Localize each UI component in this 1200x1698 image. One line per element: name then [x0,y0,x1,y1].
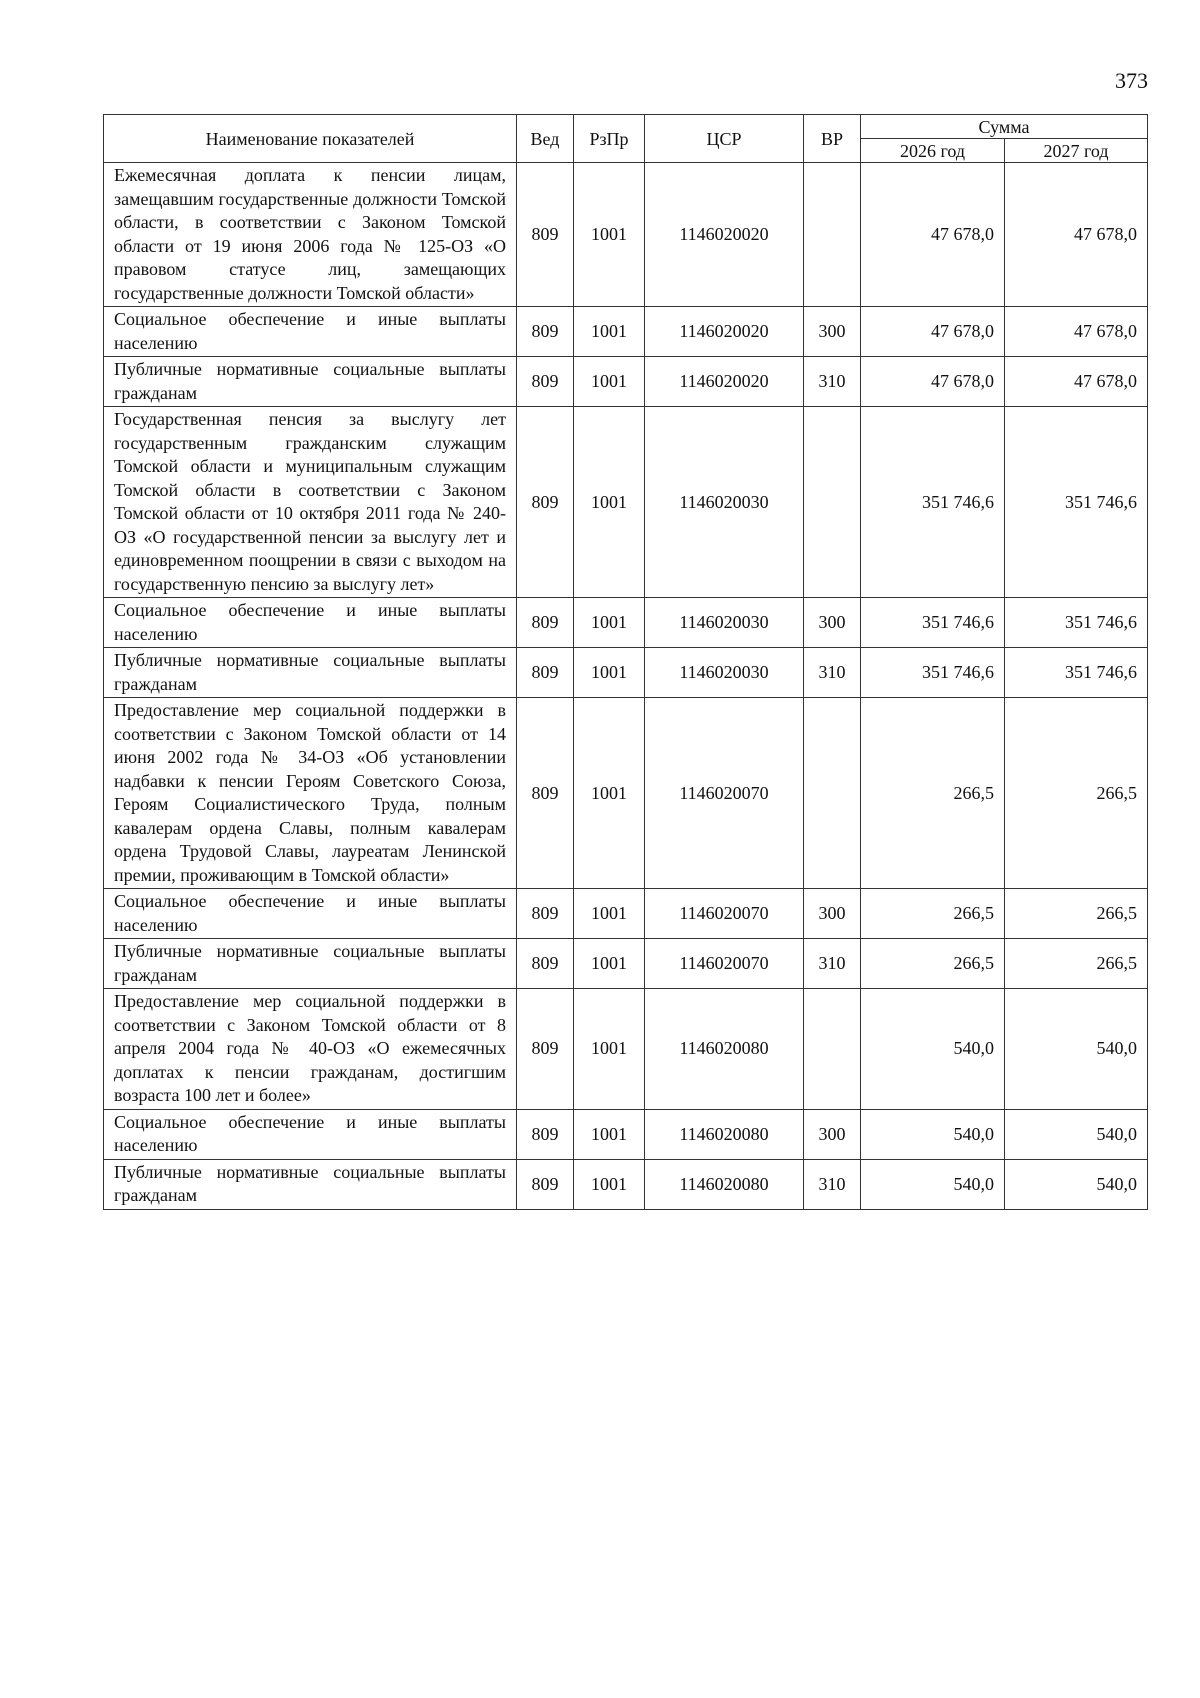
row-name: Публичные нормативные социальные выплаты гражданам [104,357,517,407]
row-rzpr: 1001 [574,163,645,307]
row-vr [804,407,861,598]
row-rzpr: 1001 [574,939,645,989]
row-sum-2027: 266,5 [1005,889,1148,939]
row-name: Публичные нормативные социальные выплаты гражданам [104,648,517,698]
row-csr: 1146020030 [645,407,804,598]
row-sum-2027: 47 678,0 [1005,357,1148,407]
row-csr: 1146020030 [645,648,804,698]
header-ved: Вед [517,115,574,163]
row-rzpr: 1001 [574,698,645,889]
table-row [104,598,1148,648]
row-sum-2026: 47 678,0 [861,307,1005,357]
row-vr: 300 [804,1109,861,1159]
table-row [104,163,1148,307]
row-rzpr: 1001 [574,307,645,357]
table-row [104,939,1148,989]
row-csr: 1146020020 [645,357,804,407]
row-name: Социальное обеспечение и иные выплаты населению [104,889,517,939]
table-row [104,307,1148,357]
row-ved: 809 [517,1159,574,1209]
row-vr: 300 [804,889,861,939]
row-ved: 809 [517,357,574,407]
row-rzpr: 1001 [574,407,645,598]
row-name: Государственная пенсия за выслугу лет государственным гражданским служащим Томской области и муниципальным служащим Томской области в соответствии с Законом Томской области от 10 октября 2011 года № 240-ОЗ «О государственной пенсии за выслугу лет и единовременном поощрении в связи с выходом на государственную пенсию за выслугу лет» [104,407,517,598]
header-vr: ВР [804,115,861,163]
table-row [104,1109,1148,1159]
row-vr: 310 [804,648,861,698]
row-name: Предоставление мер социальной поддержки в соответствии с Законом Томской области от 14 июня 2002 года № 34-ОЗ «Об установлении надбавки к пенсии Героям Советского Союза, Героям Социалистического Труда, полным кавалерам ордена Славы, полным кавалерам ордена Трудовой Славы, лауреатам Ленинской премии, проживающим в Томской области» [104,698,517,889]
row-sum-2026: 266,5 [861,939,1005,989]
row-sum-2027: 540,0 [1005,1159,1148,1209]
row-csr: 1146020080 [645,989,804,1110]
row-sum-2026: 540,0 [861,1109,1005,1159]
row-ved: 809 [517,163,574,307]
row-vr [804,989,861,1110]
table-row [104,698,1148,889]
row-sum-2027: 47 678,0 [1005,307,1148,357]
row-ved: 809 [517,648,574,698]
row-rzpr: 1001 [574,989,645,1110]
page-number: 373 [1115,68,1148,93]
row-sum-2026: 540,0 [861,1159,1005,1209]
row-vr: 310 [804,1159,861,1209]
row-vr [804,163,861,307]
row-sum-2027: 540,0 [1005,989,1148,1110]
table-row [104,357,1148,407]
row-csr: 1146020070 [645,889,804,939]
row-ved: 809 [517,307,574,357]
row-rzpr: 1001 [574,1109,645,1159]
header-csr: ЦСР [645,115,804,163]
row-name: Публичные нормативные социальные выплаты гражданам [104,1159,517,1209]
row-vr: 310 [804,939,861,989]
header-rzpr: РзПр [574,115,645,163]
row-ved: 809 [517,1109,574,1159]
row-sum-2027: 266,5 [1005,939,1148,989]
row-ved: 809 [517,598,574,648]
table-row [104,648,1148,698]
row-csr: 1146020080 [645,1109,804,1159]
row-csr: 1146020070 [645,698,804,889]
row-name: Публичные нормативные социальные выплаты гражданам [104,939,517,989]
row-csr: 1146020070 [645,939,804,989]
row-name: Ежемесячная доплата к пенсии лицам, замещавшим государственные должности Томской области, в соответствии с Законом Томской области от 19 июня 2006 года № 125-ОЗ «О правовом статусе лиц, замещающих государственные должности Томской области» [104,163,517,307]
row-ved: 809 [517,889,574,939]
row-ved: 809 [517,989,574,1110]
row-sum-2026: 351 746,6 [861,407,1005,598]
row-csr: 1146020080 [645,1159,804,1209]
row-sum-2027: 47 678,0 [1005,163,1148,307]
row-sum-2026: 266,5 [861,889,1005,939]
row-name: Социальное обеспечение и иные выплаты населению [104,1109,517,1159]
row-sum-2026: 540,0 [861,989,1005,1110]
table-header [104,115,1148,163]
row-csr: 1146020030 [645,598,804,648]
row-name: Предоставление мер социальной поддержки в соответствии с Законом Томской области от 8 апреля 2004 года № 40-ОЗ «О ежемесячных доплатах к пенсии гражданам, достигшим возраста 100 лет и более» [104,989,517,1110]
table-row [104,1159,1148,1209]
row-ved: 809 [517,939,574,989]
table-row [104,989,1148,1110]
row-rzpr: 1001 [574,889,645,939]
table-row [104,889,1148,939]
row-ved: 809 [517,407,574,598]
header-sum: Сумма [861,115,1148,139]
table-row [104,407,1148,598]
row-vr: 300 [804,307,861,357]
header-year-2027: 2027 год [1005,139,1148,163]
header-year-2026: 2026 год [861,139,1005,163]
row-rzpr: 1001 [574,1159,645,1209]
header-name: Наименование показателей [104,115,517,163]
row-sum-2027: 540,0 [1005,1109,1148,1159]
row-sum-2027: 351 746,6 [1005,648,1148,698]
row-vr: 300 [804,598,861,648]
row-rzpr: 1001 [574,648,645,698]
row-sum-2027: 351 746,6 [1005,407,1148,598]
row-csr: 1146020020 [645,163,804,307]
row-sum-2027: 266,5 [1005,698,1148,889]
row-sum-2026: 351 746,6 [861,598,1005,648]
budget-table [103,114,1148,1210]
row-csr: 1146020020 [645,307,804,357]
row-sum-2027: 351 746,6 [1005,598,1148,648]
table-body [104,163,1148,1210]
row-name: Социальное обеспечение и иные выплаты населению [104,598,517,648]
row-vr: 310 [804,357,861,407]
row-rzpr: 1001 [574,598,645,648]
row-vr [804,698,861,889]
row-sum-2026: 266,5 [861,698,1005,889]
row-rzpr: 1001 [574,357,645,407]
row-sum-2026: 47 678,0 [861,357,1005,407]
row-ved: 809 [517,698,574,889]
row-sum-2026: 47 678,0 [861,163,1005,307]
row-sum-2026: 351 746,6 [861,648,1005,698]
row-name: Социальное обеспечение и иные выплаты населению [104,307,517,357]
